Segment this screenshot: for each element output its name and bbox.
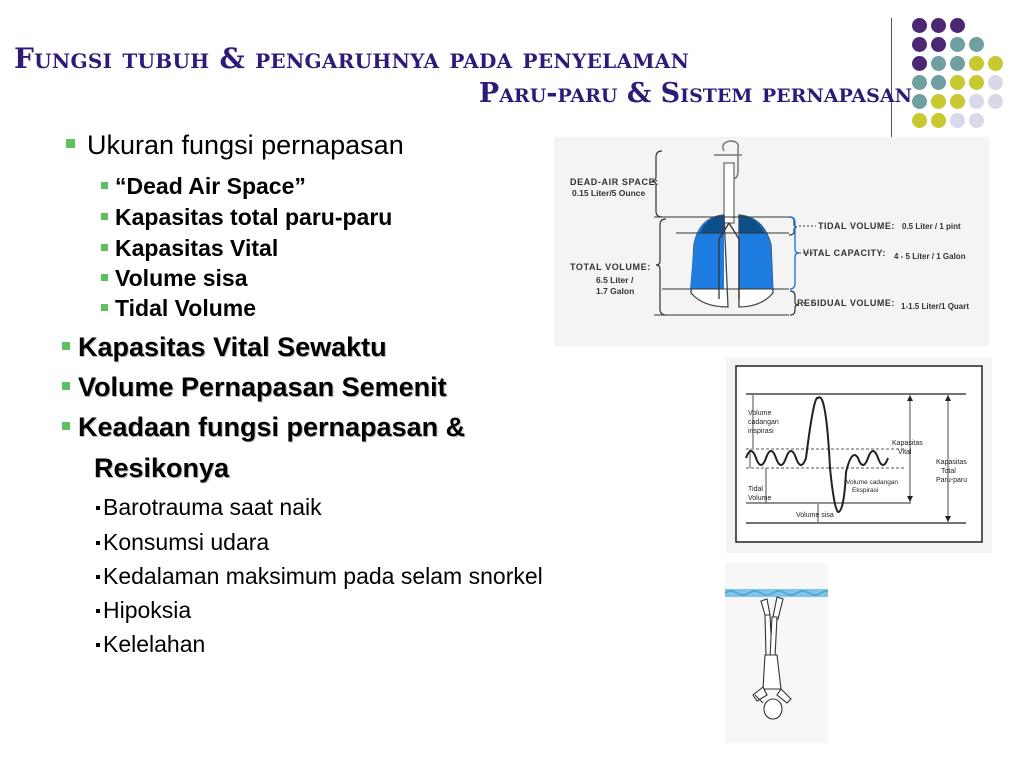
risk-text: Kedalaman maksimum pada selam snorkel — [103, 563, 543, 589]
bullet-keadaan-fungsi — [62, 412, 465, 443]
bullet-text: “Dead Air Space” — [115, 173, 306, 199]
risk-hipoksia — [96, 597, 191, 624]
tick-icon — [96, 575, 100, 579]
spirogram-diagram — [726, 358, 992, 553]
bullet-volume-semenit — [62, 372, 447, 403]
vital-capacity-value: 4 - 5 Liter / 1 Galon — [894, 252, 966, 261]
residual-volume-label: Volume sisa — [796, 512, 834, 519]
slide-subtitle: Paru-paru & Sistem pernapasan — [478, 78, 912, 109]
sub-bullet-vital — [101, 235, 278, 262]
bullet-square-icon — [101, 213, 108, 220]
decorative-dot — [931, 75, 946, 90]
decorative-dot — [912, 18, 927, 33]
dead-air-value: 0.15 Liter/5 Ounce — [572, 188, 646, 198]
risk-konsumsi — [96, 529, 269, 556]
tidal-volume-label-2: Volume — [748, 495, 772, 502]
risk-text: Kelelahan — [103, 631, 206, 657]
bullet-text: Kapasitas Vital — [115, 235, 279, 261]
bullet-text: Ukuran fungsi pernapasan — [87, 130, 404, 160]
decorative-dot — [912, 56, 927, 71]
slide-title: Fungsi tubuh & pengaruhnya pada penyelaman — [14, 42, 690, 75]
bullet-square-icon — [62, 382, 70, 390]
tick-icon — [96, 609, 100, 613]
lung-volume-diagram — [554, 137, 989, 346]
vital-capacity-label: VITAL CAPACITY: — [803, 248, 886, 258]
insp-reserve-label-2: cadangan — [748, 419, 779, 426]
vital-capacity-label-2: Vital — [898, 449, 912, 456]
decorative-dot — [988, 75, 1003, 90]
decorative-dot — [969, 75, 984, 90]
decorative-dot — [912, 37, 927, 52]
decorative-dot — [988, 94, 1003, 109]
bullet-square-icon — [62, 422, 70, 430]
bullet-ukuran-fungsi — [66, 130, 404, 161]
decorative-dot — [931, 94, 946, 109]
residual-volume-value: 1-1.5 Liter/1 Quart — [901, 302, 970, 311]
total-capacity-label-3: Paru-paru — [936, 477, 968, 484]
decorative-dot — [950, 75, 965, 90]
bullet-square-icon — [101, 244, 108, 251]
risk-kedalaman — [96, 563, 543, 590]
exp-reserve-label-2: Ekspirasi — [852, 487, 879, 494]
bullet-square-icon — [101, 182, 108, 189]
bullet-text: Volume sisa — [115, 265, 248, 291]
sub-bullet-dead-air — [101, 173, 306, 200]
decorative-dot — [950, 94, 965, 109]
sub-bullet-total — [101, 204, 392, 231]
bullet-square-icon — [101, 274, 108, 281]
water-surface — [725, 589, 828, 597]
decorative-dot — [912, 75, 927, 90]
risk-text: Hipoksia — [103, 597, 192, 623]
decorative-dot — [931, 18, 946, 33]
risk-kelelahan — [96, 631, 205, 658]
diver-illustration — [725, 563, 828, 743]
sub-bullet-residual — [101, 265, 248, 292]
decorative-dot — [912, 94, 927, 109]
total-capacity-label-1: Kapasitas — [936, 459, 967, 466]
tick-icon — [96, 643, 100, 647]
risk-barotrauma — [96, 494, 322, 521]
decorative-dot — [931, 56, 946, 71]
decorative-dot — [988, 56, 1003, 71]
risk-text: Konsumsi udara — [103, 529, 270, 555]
exp-reserve-label-1: Volume cadangan — [846, 479, 899, 486]
total-volume-value-1: 6.5 Liter / — [596, 275, 634, 285]
decorative-dot — [950, 113, 965, 128]
risk-text: Barotrauma saat naik — [103, 494, 322, 520]
residual-volume-label: RESIDUAL VOLUME: — [797, 298, 895, 308]
bullet-text: Kapasitas Vital Sewaktu — [78, 332, 387, 362]
bullet-square-icon — [66, 139, 75, 148]
total-capacity-label-2: Total — [941, 468, 956, 475]
bullet-text: Tidal Volume — [115, 295, 257, 321]
total-volume-label: TOTAL VOLUME: — [570, 262, 651, 272]
decorative-dot — [931, 37, 946, 52]
decorative-dot — [950, 37, 965, 52]
sub-bullet-tidal — [101, 295, 256, 322]
decorative-dot — [950, 18, 965, 33]
bullet-kapasitas-sewaktu — [62, 332, 387, 363]
dead-air-label: DEAD-AIR SPACE: — [570, 177, 659, 187]
insp-reserve-label-3: inspirasi — [748, 428, 774, 435]
vital-capacity-label-1: Kapasitas — [892, 440, 923, 447]
decorative-dot — [931, 113, 946, 128]
decorative-dot — [969, 113, 984, 128]
insp-reserve-label-1: Volume — [748, 410, 772, 417]
bullet-text: Kapasitas total paru-paru — [115, 204, 393, 230]
bullet-square-icon — [62, 342, 70, 350]
decorative-dot — [969, 37, 984, 52]
bullet-text: Keadaan fungsi pernapasan & — [78, 412, 466, 442]
tick-icon — [96, 541, 100, 545]
bullet-square-icon — [101, 304, 108, 311]
tidal-volume-value: 0.5 Liter / 1 pint — [902, 222, 961, 231]
bullet-text: Volume Pernapasan Semenit — [78, 372, 447, 402]
tidal-volume-label-1: Tidal — [748, 486, 763, 493]
decorative-dot — [950, 56, 965, 71]
decorative-dot — [969, 94, 984, 109]
decorative-dot — [969, 56, 984, 71]
tidal-volume-label: TIDAL VOLUME: — [818, 221, 895, 231]
tick-icon — [96, 506, 100, 510]
bullet-keadaan-fungsi-cont: Resikonya — [94, 453, 230, 483]
decorative-dot — [912, 113, 927, 128]
total-volume-value-2: 1.7 Galon — [596, 286, 635, 296]
